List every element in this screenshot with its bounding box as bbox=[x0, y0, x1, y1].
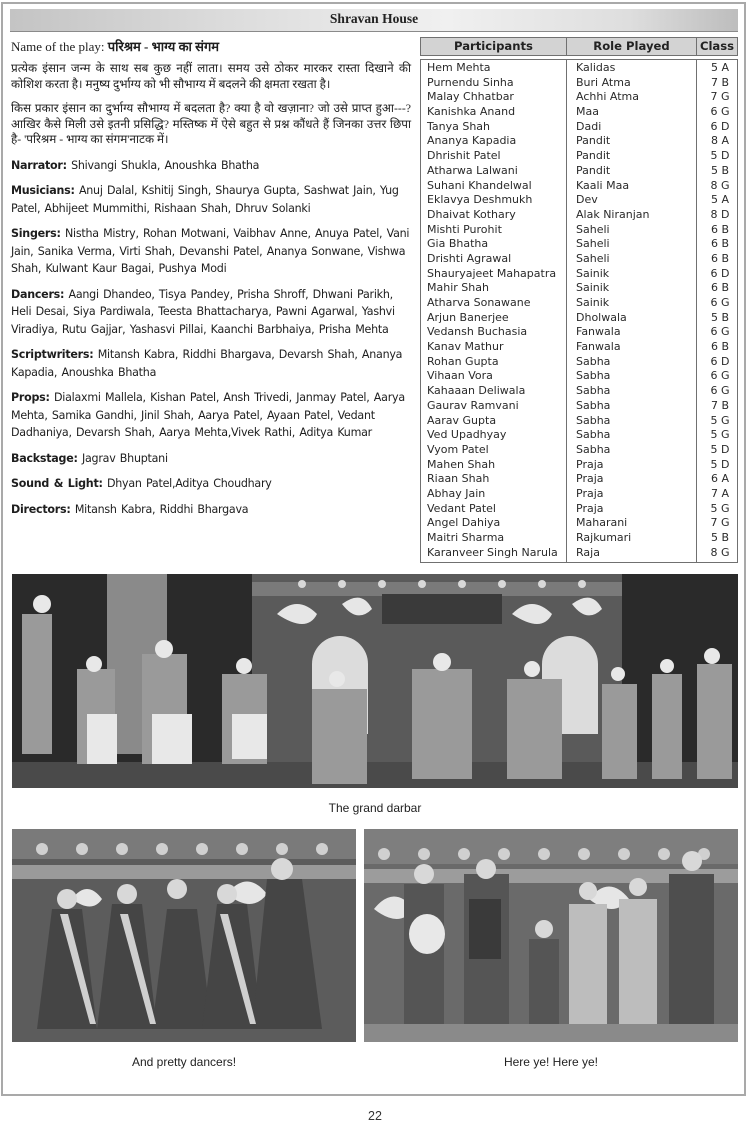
role-cell: Buri Atma bbox=[576, 75, 631, 89]
role-cell: Fanwala bbox=[576, 340, 621, 354]
credit-directors bbox=[11, 501, 411, 519]
class-cell: 5 D bbox=[710, 442, 730, 456]
role-cell: Praja bbox=[576, 472, 604, 486]
participant-cell: Ananya Kapadia bbox=[427, 134, 517, 148]
participant-cell: Malay Chhatbar bbox=[427, 90, 514, 104]
participant-cell: Eklavya Deshmukh bbox=[427, 193, 533, 207]
role-cell: Sabha bbox=[576, 369, 611, 383]
class-cell: 5 D bbox=[710, 457, 730, 471]
participant-cell: Mahir Shah bbox=[427, 281, 489, 295]
role-cell: Saheli bbox=[576, 222, 610, 236]
role-cell: Dadi bbox=[576, 119, 602, 133]
participant-cell: Karanveer Singh Narula bbox=[427, 545, 558, 559]
credit-label: Sound & Light: bbox=[11, 477, 103, 490]
participant-cell: Mahen Shah bbox=[427, 457, 496, 471]
role-cell: Fanwala bbox=[576, 325, 621, 339]
class-cell: 7 B bbox=[710, 75, 730, 89]
credit-names: Anuj Dalal, Kshitij Singh, Shaurya Gupta, Sashwat Jain, Yug Patel, Abhijeet Mummithi, Rishaan Shah, Dhruv Solanki bbox=[11, 184, 399, 215]
participant-cell: Dhrishit Patel bbox=[427, 149, 501, 163]
role-cell: Praja bbox=[576, 457, 604, 471]
role-cell: Rajkumari bbox=[576, 531, 632, 544]
participant-cell: Shauryajeet Mahapatra bbox=[427, 266, 557, 280]
credit-label: Narrator: bbox=[11, 158, 67, 172]
class-cell: 6 B bbox=[710, 340, 730, 354]
class-cell: 6 G bbox=[710, 325, 730, 339]
participant-cell: Kanishka Anand bbox=[427, 105, 516, 119]
role-cell: Pandit bbox=[576, 149, 611, 163]
roles-column bbox=[566, 59, 697, 563]
header-role-played: Role Played bbox=[566, 37, 697, 56]
credit-narrator bbox=[11, 157, 411, 175]
play-details bbox=[11, 38, 411, 526]
credit-backstage bbox=[11, 450, 411, 468]
credit-names: Dhyan Patel,Aditya Choudhary bbox=[106, 477, 272, 490]
participant-cell: Aarav Gupta bbox=[427, 413, 497, 427]
participants-table bbox=[420, 37, 738, 563]
house-header-bar bbox=[10, 9, 738, 32]
role-cell: Maa bbox=[576, 105, 599, 119]
synopsis-paragraph-2: किस प्रकार इंसान का दुर्भाग्य सौभाग्य में बदलता है? क्या है वो खज़ाना? जो उसे प्राप्त हुआ---? आखिर कैसे मिली उसे इतनी प्रसिद्धि? मस्तिष्क में ऐसे बहुत से प्रश्न कौंधते हैं जिनका उत्तर छिपा है- 'परिश्रम - भाग्य का संगम'नाटक में। bbox=[11, 101, 411, 146]
class-cell: 6 G bbox=[710, 369, 730, 383]
role-cell: Sainik bbox=[576, 281, 610, 295]
role-cell: Dev bbox=[576, 193, 598, 207]
role-cell: Sainik bbox=[576, 296, 610, 309]
class-cell: 6 B bbox=[710, 237, 730, 251]
role-cell: Sabha bbox=[576, 428, 611, 442]
role-cell: Maharani bbox=[576, 516, 628, 530]
class-cell: 5 G bbox=[710, 428, 730, 442]
participant-cell: Suhani Khandelwal bbox=[427, 178, 532, 192]
participant-cell: Maitri Sharma bbox=[427, 531, 505, 544]
table-header bbox=[420, 37, 738, 56]
class-cell: 7 G bbox=[710, 516, 730, 530]
role-cell: Pandit bbox=[576, 163, 611, 177]
role-cell: Sainik bbox=[576, 266, 610, 280]
header-class: Class bbox=[696, 37, 738, 56]
participant-cell: Gia Bhatha bbox=[427, 237, 489, 251]
class-cell: 5 B bbox=[710, 163, 730, 177]
credit-label: Backstage: bbox=[11, 451, 78, 465]
role-cell: Sabha bbox=[576, 354, 611, 368]
class-cell: 8 G bbox=[710, 545, 730, 559]
participant-cell: Atharva Sonawane bbox=[427, 296, 531, 309]
credit-label: Directors: bbox=[11, 502, 71, 516]
photo-dancers bbox=[12, 829, 356, 1042]
class-cell: 6 B bbox=[710, 251, 730, 265]
class-cell: 6 G bbox=[710, 105, 730, 119]
participant-cell: Vihaan Vora bbox=[427, 369, 493, 383]
participant-cell: Dhaivat Kothary bbox=[427, 207, 516, 221]
class-cell: 5 A bbox=[710, 193, 730, 207]
caption-dancers: And pretty dancers! bbox=[131, 1055, 237, 1069]
stage-photo-graphic bbox=[12, 574, 738, 788]
credit-label: Props: bbox=[11, 391, 50, 404]
class-cell: 7 B bbox=[710, 398, 730, 412]
class-cell: 5 A bbox=[710, 61, 730, 74]
class-cell: 5 B bbox=[710, 531, 730, 544]
participant-cell: Abhay Jain bbox=[427, 486, 486, 500]
participant-cell: Atharwa Lalwani bbox=[427, 163, 518, 177]
class-cell: 6 D bbox=[710, 266, 730, 280]
dancers-photo-graphic bbox=[12, 829, 356, 1042]
credit-names: Dialaxmi Mallela, Kishan Patel, Ansh Trivedi, Janmay Patel, Aarya Mehta, Samika Gandhi, Jinil Shah, Aarya Patel, Ayaan Patel, Vedant Dadhaniya, Devarsh Shah, Aarya Mehta,Vivek Rathi, Aditya Kumar bbox=[11, 391, 405, 439]
class-cell: 5 B bbox=[710, 310, 730, 324]
role-cell: Praja bbox=[576, 486, 604, 500]
participant-cell: Kahaaan Deliwala bbox=[427, 384, 526, 398]
participants-column bbox=[420, 59, 567, 563]
participant-cell: Kanav Mathur bbox=[427, 340, 504, 354]
credit-singers bbox=[11, 225, 411, 278]
role-cell: Kalidas bbox=[576, 61, 616, 74]
table-body bbox=[420, 59, 738, 563]
class-cell: 8 A bbox=[710, 134, 730, 148]
class-cell: 6 D bbox=[710, 119, 730, 133]
participant-cell: Rohan Gupta bbox=[427, 354, 499, 368]
class-cell: 6 D bbox=[710, 354, 730, 368]
role-cell: Sabha bbox=[576, 413, 611, 427]
credit-names: Nistha Mistry, Rohan Motwani, Vaibhav Anne, Anuya Patel, Vani Jain, Sanika Verma, Virti Shah, Devanshi Patel, Ananya Sonwane, Vishwa Shah, Kulwant Kaur Bagai, Pushya Modi bbox=[11, 227, 410, 275]
class-cell: 5 G bbox=[710, 501, 730, 515]
participant-cell: Tanya Shah bbox=[427, 119, 491, 133]
page-number: 22 bbox=[368, 1109, 382, 1123]
participant-cell: Drishti Agrawal bbox=[427, 251, 512, 265]
class-column bbox=[696, 59, 738, 563]
credit-scriptwriters bbox=[11, 346, 411, 381]
role-cell: Raja bbox=[576, 545, 600, 559]
class-cell: 5 G bbox=[710, 413, 730, 427]
participant-cell: Hem Mehta bbox=[427, 61, 491, 74]
credit-sound-light bbox=[11, 475, 411, 493]
role-cell: Sabha bbox=[576, 442, 611, 456]
role-cell: Sabha bbox=[576, 398, 611, 412]
play-name-line bbox=[11, 38, 411, 56]
class-cell: 8 D bbox=[710, 207, 730, 221]
class-cell: 6 A bbox=[710, 472, 730, 486]
credit-label: Musicians: bbox=[11, 184, 75, 197]
credits-list bbox=[11, 157, 411, 519]
credit-musicians bbox=[11, 182, 411, 217]
credit-names: Jagrav Bhuptani bbox=[81, 451, 168, 465]
participant-cell: Vyom Patel bbox=[427, 442, 489, 456]
credit-dancers bbox=[11, 286, 411, 339]
role-cell: Sabha bbox=[576, 384, 611, 398]
photo-grand-darbar bbox=[12, 574, 738, 788]
participant-cell: Gaurav Ramvani bbox=[427, 398, 519, 412]
participant-cell: Riaan Shah bbox=[427, 472, 490, 486]
participant-cell: Angel Dahiya bbox=[427, 516, 501, 530]
caption-here-ye: Here ye! Here ye! bbox=[503, 1055, 599, 1069]
credit-names: Shivangi Shukla, Anoushka Bhatha bbox=[71, 158, 260, 172]
synopsis-paragraph-1: प्रत्येक इंसान जन्म के साथ सब कुछ नहीं लाता। समय उसे ठोकर मारकर रास्ता दिखाने की कोशिश करता है। मनुष्य दुर्भाग्य को भी सौभाग्य में बदलने की क्षमता रखता है। bbox=[11, 61, 411, 91]
participant-cell: Vedant Patel bbox=[427, 501, 496, 515]
participant-cell: Arjun Banerjee bbox=[427, 310, 509, 324]
credit-names: Mitansh Kabra, Riddhi Bhargava bbox=[74, 502, 249, 516]
play-name-label: Name of the play: bbox=[11, 39, 105, 54]
class-cell: 7 G bbox=[710, 90, 730, 104]
role-cell: Praja bbox=[576, 501, 604, 515]
participant-cell: Mishti Purohit bbox=[427, 222, 502, 236]
class-cell: 8 G bbox=[710, 178, 730, 192]
credit-label: Scriptwriters: bbox=[11, 348, 94, 361]
role-cell: Pandit bbox=[576, 134, 611, 148]
role-cell: Dholwala bbox=[576, 310, 627, 324]
photo-here-ye bbox=[364, 829, 738, 1042]
participant-cell: Purnendu Sinha bbox=[427, 75, 514, 89]
class-cell: 5 D bbox=[710, 149, 730, 163]
caption-grand-darbar: The grand darbar bbox=[328, 801, 422, 815]
participant-cell: Vedansh Buchasia bbox=[427, 325, 528, 339]
role-cell: Kaali Maa bbox=[576, 178, 630, 192]
class-cell: 7 A bbox=[710, 486, 730, 500]
class-cell: 6 G bbox=[710, 384, 730, 398]
credit-label: Singers: bbox=[11, 227, 61, 240]
here-ye-photo-graphic bbox=[364, 829, 738, 1042]
class-cell: 6 B bbox=[710, 222, 730, 236]
header-participants: Participants bbox=[420, 37, 567, 56]
credit-props bbox=[11, 389, 411, 442]
participant-cell: Ved Upadhyay bbox=[427, 428, 507, 442]
role-cell: Saheli bbox=[576, 251, 610, 265]
house-title: Shravan House bbox=[329, 11, 419, 26]
credit-names: Mitansh Kabra, Riddhi Bhargava, Devarsh Shah, Ananya Kapadia, Anoushka Bhatha bbox=[11, 348, 403, 379]
role-cell: Achhi Atma bbox=[576, 90, 639, 104]
class-cell: 6 G bbox=[710, 296, 730, 309]
class-cell: 6 B bbox=[710, 281, 730, 295]
credit-label: Dancers: bbox=[11, 287, 65, 301]
role-cell: Alak Niranjan bbox=[576, 207, 650, 221]
play-name: परिश्रम - भाग्य का संगम bbox=[107, 39, 220, 54]
role-cell: Saheli bbox=[576, 237, 610, 251]
credit-names: Aangi Dhandeo, Tisya Pandey, Prisha Shroff, Dhwani Parikh, Heli Desai, Siya Pardiwala, Teesta Bhattacharya, Pawni Agarwal, Yashvi Viradiya, Rutu Gajjar, Yashasvi Pillai, Kaanchi Barbhaiya, Prisha Mehta bbox=[11, 287, 395, 336]
